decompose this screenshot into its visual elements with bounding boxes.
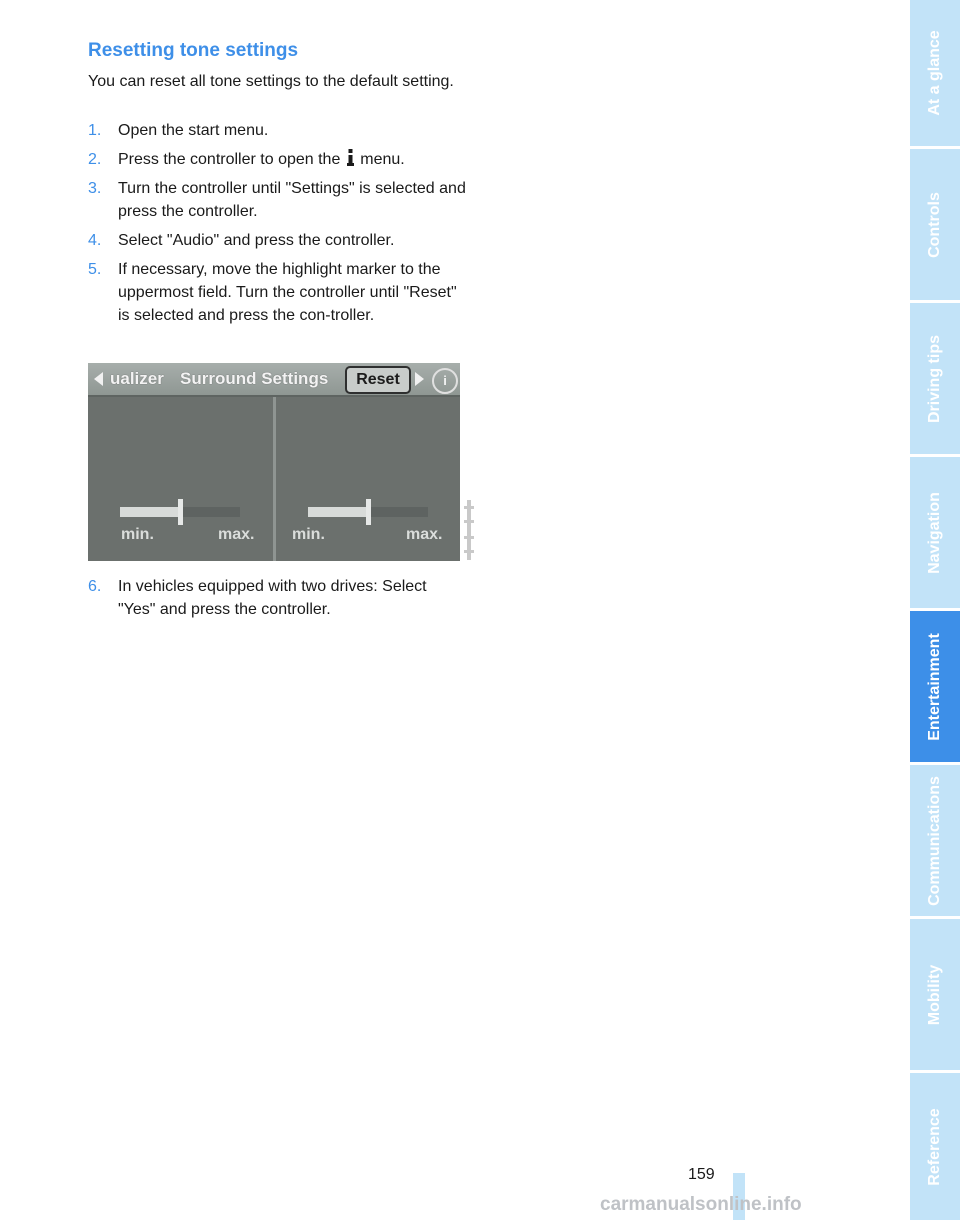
slider-max-label: max.	[406, 526, 443, 543]
chapter-tab-mobility[interactable]	[910, 919, 960, 1073]
info-i-icon	[347, 149, 354, 166]
slider-min-label: min.	[292, 526, 325, 543]
chapter-tab-driving-tips[interactable]	[910, 303, 960, 457]
chapter-tab-label: Reference	[926, 1107, 943, 1186]
step-number: 4.	[88, 232, 102, 249]
tone-settings-screenshot	[88, 363, 460, 561]
step-text-before: Press the controller to open the	[118, 151, 341, 168]
chapter-tab-label: Controls	[926, 191, 943, 258]
info-circle-icon: i	[432, 368, 458, 394]
chapter-tab-label: Communications	[926, 775, 943, 906]
chapter-tab-entertainment[interactable]	[910, 611, 960, 765]
step-text	[118, 148, 468, 171]
slider-knob	[366, 499, 371, 525]
chapter-tab-label: Entertainment	[926, 632, 943, 741]
figure-reset-button: Reset	[345, 366, 411, 394]
figure-tab-surround: Surround Settings	[180, 369, 329, 388]
step-text: Select "Audio" and press the controller.	[118, 232, 395, 249]
arrow-right-icon	[415, 372, 424, 386]
intro-paragraph: You can reset all tone settings to the default setting.	[88, 73, 454, 90]
step-number: 3.	[88, 180, 102, 197]
step-number: 1.	[88, 122, 102, 139]
section-heading: Resetting tone settings	[88, 40, 299, 61]
step-text: In vehicles equipped with two drives: Select "Yes" and press the controller.	[118, 578, 427, 618]
step-number: 5.	[88, 261, 102, 278]
slider-knob	[178, 499, 183, 525]
chapter-tab-controls[interactable]	[910, 149, 960, 303]
chapter-tab-at-a-glance[interactable]	[910, 0, 960, 149]
chapter-tab-communications[interactable]	[910, 765, 960, 919]
watermark: carmanualsonline.info	[600, 1194, 802, 1215]
figure-menu-bar	[88, 363, 460, 397]
chapter-tab-label: Mobility	[926, 964, 943, 1025]
slider-fill	[308, 507, 368, 517]
chapter-tab-navigation[interactable]	[910, 457, 960, 611]
slider-min-label: min.	[121, 526, 154, 543]
figure-tab-equalizer: ualizer	[110, 369, 164, 388]
chapter-tab-label: Navigation	[926, 491, 943, 574]
slider-max-label: max.	[218, 526, 255, 543]
chapter-tab-label: Driving tips	[926, 334, 943, 423]
step-number: 2.	[88, 151, 102, 168]
page-number: 159	[688, 1166, 715, 1183]
step-text-after: menu.	[360, 151, 405, 168]
slider-fill	[120, 507, 180, 517]
step-text: If necessary, move the highlight marker to the uppermost field. Turn the controller until "Reset" is selected and press the con-troller.	[118, 261, 457, 324]
chapter-tab-reference[interactable]	[910, 1073, 960, 1220]
step-text: Open the start menu.	[118, 122, 269, 139]
figure-code-mark	[462, 500, 476, 560]
arrow-left-icon	[94, 372, 103, 386]
chapter-tab-label: At a glance	[926, 30, 943, 116]
step-number: 6.	[88, 578, 102, 595]
step-text: Turn the controller until "Settings" is selected and press the controller.	[118, 180, 466, 220]
